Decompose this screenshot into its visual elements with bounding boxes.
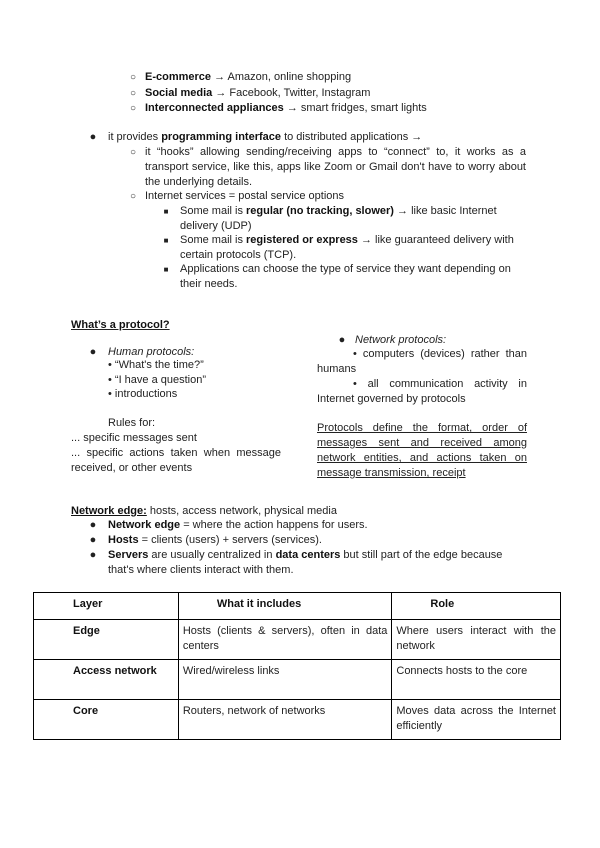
protocol-heading: What’s a protocol? [71, 319, 170, 331]
protocol-definition: Protocols define the format, order of messages sent and received among network entities, and actions taken on message transmission, receipt [317, 422, 527, 479]
disc-bullet-icon: ● [89, 346, 97, 358]
edge-bullet: Hosts = clients (users) + servers (services). [108, 534, 322, 546]
item-text: → Amazon, online shopping [211, 71, 352, 83]
prog-line: it provides programming interface to distributed applications → [108, 131, 423, 143]
network-title: Network protocols: [355, 334, 447, 346]
edge-heading: Network edge: [71, 505, 147, 517]
hooks-text: it “hooks” allowing sending/receiving apps to “connect” to, it works as a transport service, like this, apps like Zoom or Gmail don't have to worry about the underlying details. [145, 146, 526, 188]
table-cell: Access network [34, 660, 179, 700]
rule-item: ... specific messages sent [71, 432, 197, 444]
table-cell: Moves data across the Internet efficiently [392, 700, 561, 740]
human-item: • introductions [108, 388, 178, 400]
circle-bullet-icon: ○ [129, 72, 137, 83]
disc-bullet-icon: ● [89, 131, 97, 143]
circle-bullet-icon: ○ [129, 88, 137, 99]
prog-bold: programming interface [161, 131, 282, 143]
disc-bullet-icon: ● [89, 549, 97, 561]
item-bold: Social media [145, 87, 213, 99]
table-row [34, 620, 561, 660]
table-header-cell: What it includes [178, 593, 392, 620]
network-item: • computers (devices) rather than humans [317, 348, 527, 375]
square-bullet-icon: ■ [163, 265, 169, 274]
item-text: → Facebook, Twitter, Instagram [212, 87, 371, 99]
human-item: • “What's the time?” [108, 359, 204, 371]
apps-text: Applications can choose the type of service they want depending on their needs. [180, 263, 511, 290]
item-bold: E-commerce [145, 71, 212, 83]
network-item: • all communication activity in Internet governed by protocols [317, 378, 527, 405]
square-bullet-icon: ■ [163, 207, 169, 216]
edge-bullet: Network edge = where the action happens for users. [108, 519, 368, 531]
services-text: Internet services = postal service options [145, 190, 345, 202]
regular-mail: Some mail is regular (no tracking, slower) → like basic Internet delivery (UDP) [180, 205, 497, 232]
human-item: • “I have a question” [108, 374, 207, 386]
edge-bullet: Servers are usually centralized in data centers but still part of the edge because that's where clients interact with them. [108, 549, 503, 576]
edge-heading-line: Network edge: hosts, access network, physical media [71, 505, 337, 517]
list-item [0, 86, 600, 101]
table-header-row [34, 593, 561, 620]
list-item [0, 70, 600, 85]
item-text: → smart fridges, smart lights [283, 102, 427, 114]
circle-bullet-icon: ○ [129, 191, 137, 202]
human-title: Human protocols: [108, 346, 195, 358]
layers-table [33, 592, 561, 740]
registered-mail: Some mail is registered or express → like guaranteed delivery with certain protocols (TCP). [180, 234, 514, 261]
circle-bullet-icon: ○ [129, 103, 137, 114]
table-cell: Connects hosts to the core [392, 660, 561, 700]
circle-bullet-icon: ○ [129, 147, 137, 158]
rules-for: Rules for: [108, 417, 156, 429]
table-row [34, 700, 561, 740]
table-cell: Where users interact with the network [392, 620, 561, 660]
rule-item: ... specific actions taken when message received, or other events [71, 447, 281, 474]
disc-bullet-icon: ● [338, 334, 346, 346]
table-cell: Routers, network of networks [178, 700, 392, 740]
table-cell: Hosts (clients & servers), often in data centers [178, 620, 392, 660]
table-cell: Edge [34, 620, 179, 660]
table-header-cell: Layer [34, 593, 179, 620]
disc-bullet-icon: ● [89, 534, 97, 546]
table-cell: Core [34, 700, 179, 740]
disc-bullet-icon: ● [89, 519, 97, 531]
item-bold: Interconnected appliances [145, 102, 284, 114]
square-bullet-icon: ■ [163, 236, 169, 245]
table-cell: Wired/wireless links [178, 660, 392, 700]
list-item [0, 101, 600, 116]
table-row [34, 660, 561, 700]
table-header-cell: Role [392, 593, 561, 620]
